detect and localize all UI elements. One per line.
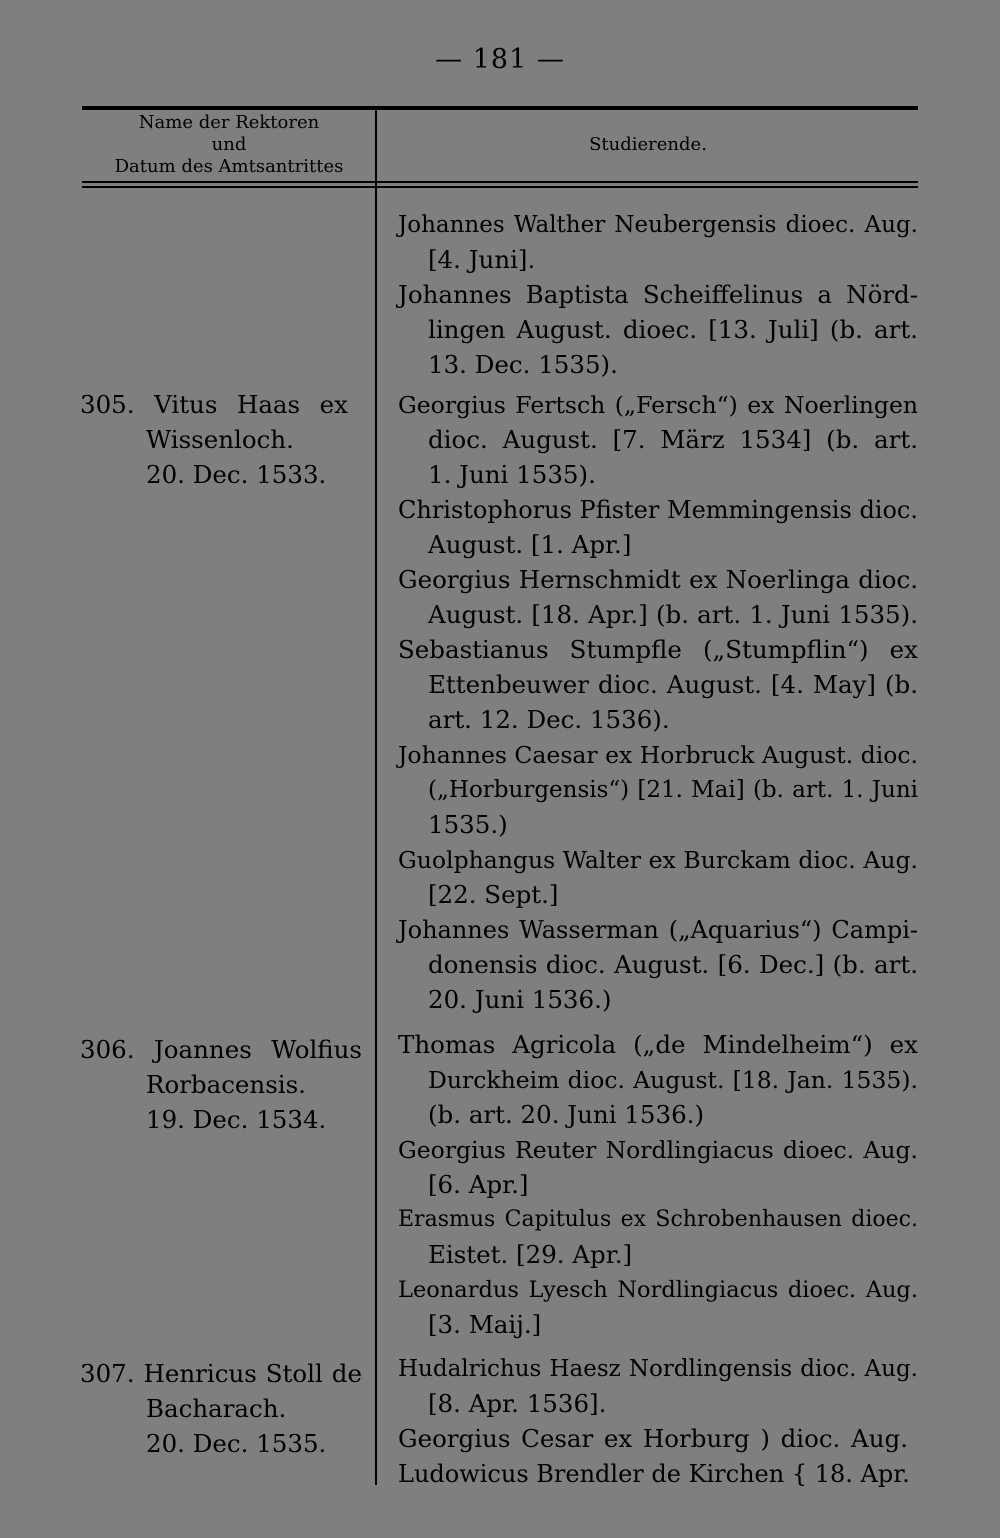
- rector-305-line-1: 305. Vitus Haas ex: [80, 390, 348, 419]
- student-line: Johannes Caesar ex Horbruck August. dioc.: [398, 741, 918, 769]
- student-line: [22. Sept.]: [428, 880, 559, 909]
- rector-307-line-2: Bacharach.: [146, 1394, 287, 1423]
- header-rectors: [84, 112, 374, 178]
- rector-307-line-1: 307. Henricus Stoll de: [80, 1359, 362, 1388]
- header-bottom-rule: [82, 181, 918, 183]
- page-number: — 181 —: [435, 44, 565, 75]
- student-line: Ludowicus Brendler de Kirchen { 18. Apr.: [398, 1460, 910, 1488]
- rector-306-line-3: 19. Dec. 1534.: [146, 1105, 327, 1134]
- student-line: Georgius Reuter Nordlingiacus dioec. Aug.: [398, 1136, 918, 1164]
- student-line: Georgius Cesar ex Horburg ) dioc. Aug.: [398, 1424, 908, 1453]
- student-line: Durckheim dioc. August. [18. Jan. 1535).: [428, 1066, 918, 1094]
- student-line: Johannes Wasserman („Aquarius“) Campi-: [398, 916, 918, 944]
- student-line: („Horburgensis“) [21. Mai] (b. art. 1. Juni: [428, 777, 918, 803]
- student-line: [3. Maij.]: [428, 1310, 542, 1339]
- rector-307-line-3: 20. Dec. 1535.: [146, 1429, 327, 1458]
- student-line: Georgius Hernschmidt ex Noerlinga dioc.: [398, 565, 918, 594]
- student-line: August. [1. Apr.]: [428, 530, 632, 559]
- student-line: Christophorus Pfister Memmingensis dioc.: [398, 496, 918, 524]
- student-line: donensis dioc. August. [6. Dec.] (b. art.: [428, 950, 918, 979]
- student-line: Thomas Agricola („de Mindelheim“) ex: [398, 1030, 918, 1059]
- student-line: Guolphangus Walter ex Burckam dioc. Aug.: [398, 846, 918, 874]
- student-line: [4. Juni].: [428, 245, 536, 274]
- rector-305-line-2: Wissenloch.: [146, 425, 294, 454]
- header-top-rule: [82, 106, 918, 110]
- header-rectors-line1: Name der Rektoren: [138, 112, 320, 133]
- student-line: Eistet. [29. Apr.]: [428, 1240, 633, 1269]
- header-rectors-line3: Datum des Amtsantrittes: [114, 156, 344, 177]
- student-line: Georgius Fertsch („Fersch“) ex Noerlingen: [398, 391, 918, 419]
- header-students: Studierende.: [589, 134, 707, 155]
- student-line: lingen August. dioec. [13. Juli] (b. art.: [428, 315, 918, 344]
- student-line: [6. Apr.]: [428, 1170, 529, 1199]
- rector-306-line-1: 306. Joannes Wolfius: [80, 1035, 362, 1064]
- student-line: dioc. August. [7. März 1534] (b. art.: [428, 425, 918, 454]
- student-line: Johannes Baptista Scheiffelinus a Nörd-: [398, 280, 918, 309]
- student-line: 20. Juni 1536.): [428, 985, 612, 1014]
- student-line: 1535.): [428, 810, 508, 839]
- student-line: 1. Juni 1535).: [428, 460, 596, 489]
- column-divider: [375, 110, 377, 1485]
- header-bottom-rule-2: [82, 186, 918, 188]
- student-line: Erasmus Capitulus ex Schrobenhausen dioec.: [398, 1207, 918, 1232]
- student-line: 13. Dec. 1535).: [428, 350, 618, 379]
- student-line: Leonardus Lyesch Nordlingiacus dioec. Aug.: [398, 1277, 918, 1303]
- student-line: [8. Apr. 1536].: [428, 1389, 607, 1418]
- header-rectors-line2: und: [211, 134, 247, 155]
- student-line: Ettenbeuwer dioc. August. [4. May] (b.: [428, 670, 918, 699]
- student-line: Hudalrichus Haesz Nordlingensis dioc. Aug.: [398, 1356, 918, 1382]
- student-line: art. 12. Dec. 1536).: [428, 705, 670, 734]
- student-line: August. [18. Apr.] (b. art. 1. Juni 1535).: [428, 600, 918, 629]
- student-line: Sebastianus Stumpfle („Stumpflin“) ex: [398, 635, 918, 664]
- rector-306-line-2: Rorbacensis.: [146, 1070, 306, 1099]
- rector-305-line-3: 20. Dec. 1533.: [146, 460, 327, 489]
- student-line: (b. art. 20. Juni 1536.): [428, 1100, 705, 1129]
- student-line: Johannes Walther Neubergensis dioec. Aug.: [398, 212, 918, 238]
